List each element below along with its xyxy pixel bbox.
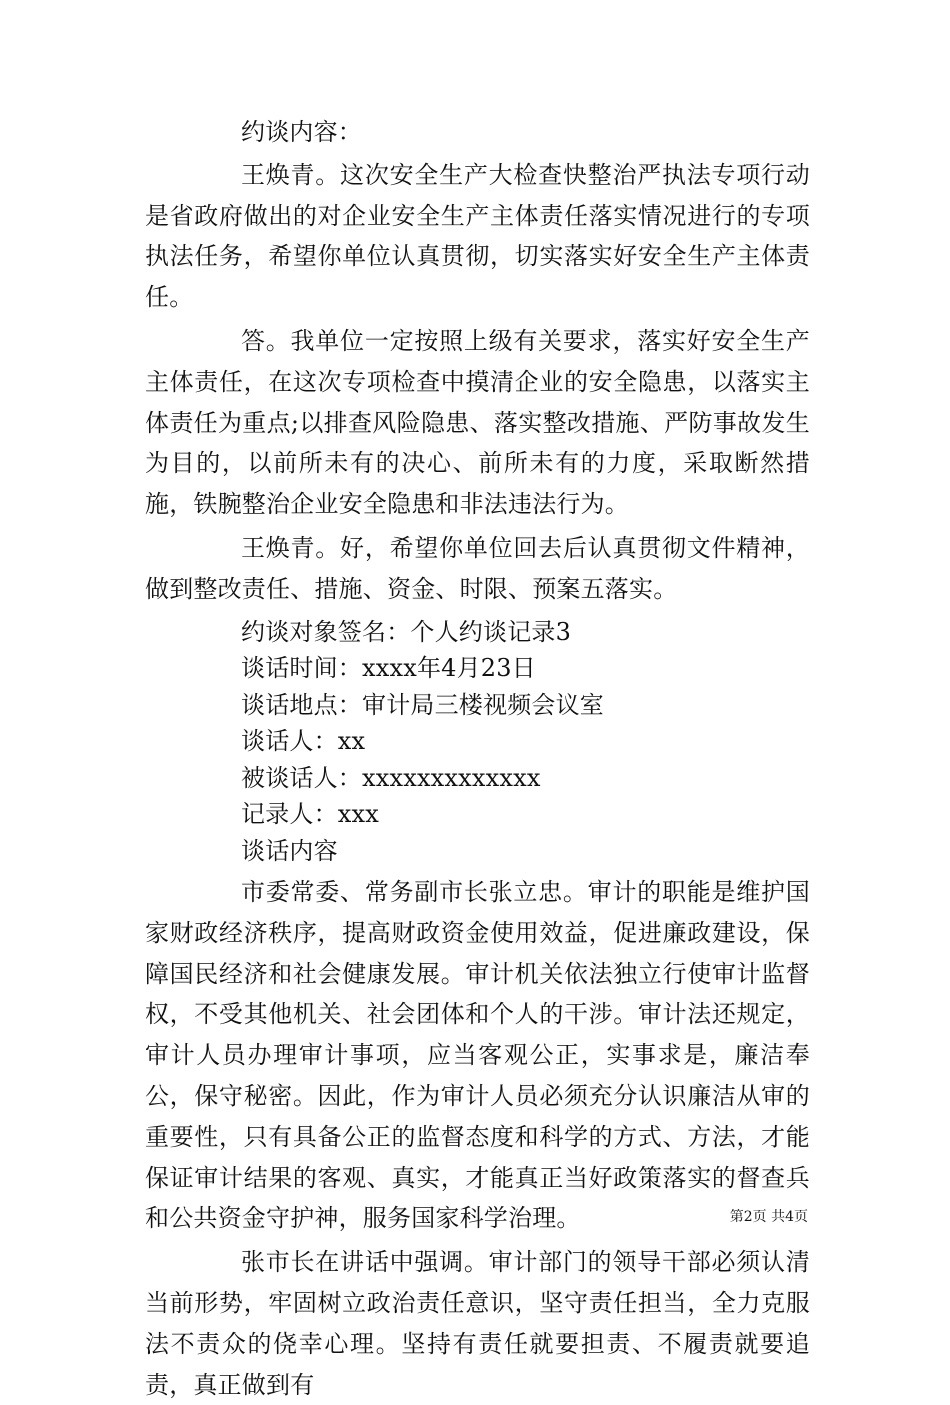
paragraph-zhang-speech: 市委常委、常务副市长张立忠。审计的职能是维护国家财政经济秩序，提高财政资金使用效益，促进廉政建设，保障国民经济和社会健康发展。审计机关依法独立行使审计监督权，不受其他机关、社会团体和个人的干涉。审计法还规定，审计人员办理审计事项，应当客观公正，实事求是，廉洁奉公，保守秘密。因此，作为审计人员必须充分认识廉洁从审的重要性，只有具备公正的监督态度和科学的方式、方法，才能保证审计结果的客观、真实，才能真正当好政策落实的督查兵和公共资金守护神，服务国家科学治理。 [145,878,810,1233]
page-number-footer: 第2页 共4页 [729,1209,808,1225]
paragraph-speaker-wang-2: 王焕青。好，希望你单位回去后认真贯彻文件精神，做到整改责任、措施、资金、时限、预案五落实。 [145,533,810,603]
record-signature-line: 约谈对象签名：个人约谈记录3 [241,617,572,646]
record-time-line: 谈话时间：xxxx年4月23日 [241,654,536,683]
record-interviewer-line: 谈话人：xx [241,727,366,756]
record-location-line: 谈话地点：审计局三楼视频会议室 [241,690,604,719]
record-content-heading: 谈话内容 [241,836,338,865]
record-interviewee-line: 被谈话人：xxxxxxxxxxxxx [241,763,541,792]
paragraph-answer: 答。我单位一定按照上级有关要求，落实好安全生产主体责任，在这次专项检查中摸清企业的安全隐患，以落实主体责任为重点;以排查风险隐患、落实整改措施、严防事故发生为目的，以前所未有的决心、前所未有的力度，采取断然措施，铁腕整治企业安全隐患和非法违法行为。 [145,326,810,519]
heading-interview-content: 约谈内容： [241,118,362,146]
document-body [145,112,810,1405]
paragraph-zhang-emphasis: 张市长在讲话中强调。审计部门的领导干部必须认清当前形势，牢固树立政治责任意识，坚守责任担当，全力克服法不责众的侥幸心理。坚持有责任就要担责、不履责就要追责，真正做到有 [145,1248,810,1399]
record-recorder-line: 记录人：xxx [241,800,380,829]
paragraph-speaker-wang-1: 王焕青。这次安全生产大检查快整治严执法专项行动是省政府做出的对企业安全生产主体责任落实情况进行的专项执法任务，希望你单位认真贯彻，切实落实好安全生产主体责任。 [145,160,810,312]
